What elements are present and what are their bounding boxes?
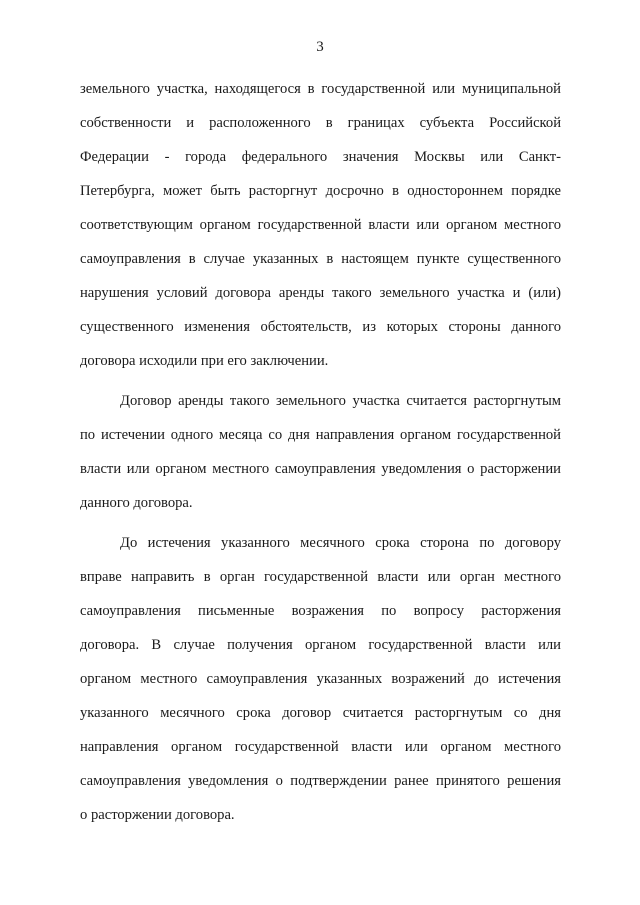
text-line: соответствующим органом государственной власти или органом местного (80, 217, 561, 233)
text-line: самоуправления письменные возражения по вопросу расторжения (80, 603, 561, 619)
text-line: земельного участка, находящегося в государственной или муниципальной (80, 81, 561, 97)
text-line: о расторжении договора. (80, 807, 235, 823)
text-line: Петербурга, может быть расторгнут досрочно в одностороннем порядке (80, 183, 561, 199)
text-line: вправе направить в орган государственной власти или орган местного (80, 569, 561, 585)
text-line: До истечения указанного месячного срока сторона по договору (120, 535, 561, 551)
text-line: Федерации - города федерального значения Москвы или Санкт- (80, 149, 561, 165)
text-line: собственности и расположенного в границах субъекта Российской (80, 115, 561, 131)
text-line: договора. В случае получения органом государственной власти или (80, 637, 561, 653)
text-line: направления органом государственной власти или органом местного (80, 739, 561, 755)
text-line: договора исходили при его заключении. (80, 353, 329, 369)
text-line: самоуправления в случае указанных в настоящем пункте существенного (80, 251, 561, 267)
document-body (80, 72, 561, 832)
page-number: 3 (316, 39, 324, 55)
text-line: указанного месячного срока договор считается расторгнутым со дня (80, 705, 561, 721)
text-line: по истечении одного месяца со дня направления органом государственной (80, 427, 561, 443)
text-line: Договор аренды такого земельного участка считается расторгнутым (120, 393, 561, 409)
text-line: власти или органом местного самоуправления уведомления о расторжении (80, 461, 561, 477)
paragraph-3 (80, 526, 561, 832)
text-line: нарушения условий договора аренды такого земельного участка и (или) (80, 285, 561, 301)
paragraph-1 (80, 72, 561, 378)
paragraph-2 (80, 384, 561, 520)
text-line: самоуправления уведомления о подтверждении ранее принятого решения (80, 773, 561, 789)
text-line: данного договора. (80, 495, 193, 511)
text-line: органом местного самоуправления указанных возражений до истечения (80, 671, 561, 687)
text-line: существенного изменения обстоятельств, из которых стороны данного (80, 319, 561, 335)
